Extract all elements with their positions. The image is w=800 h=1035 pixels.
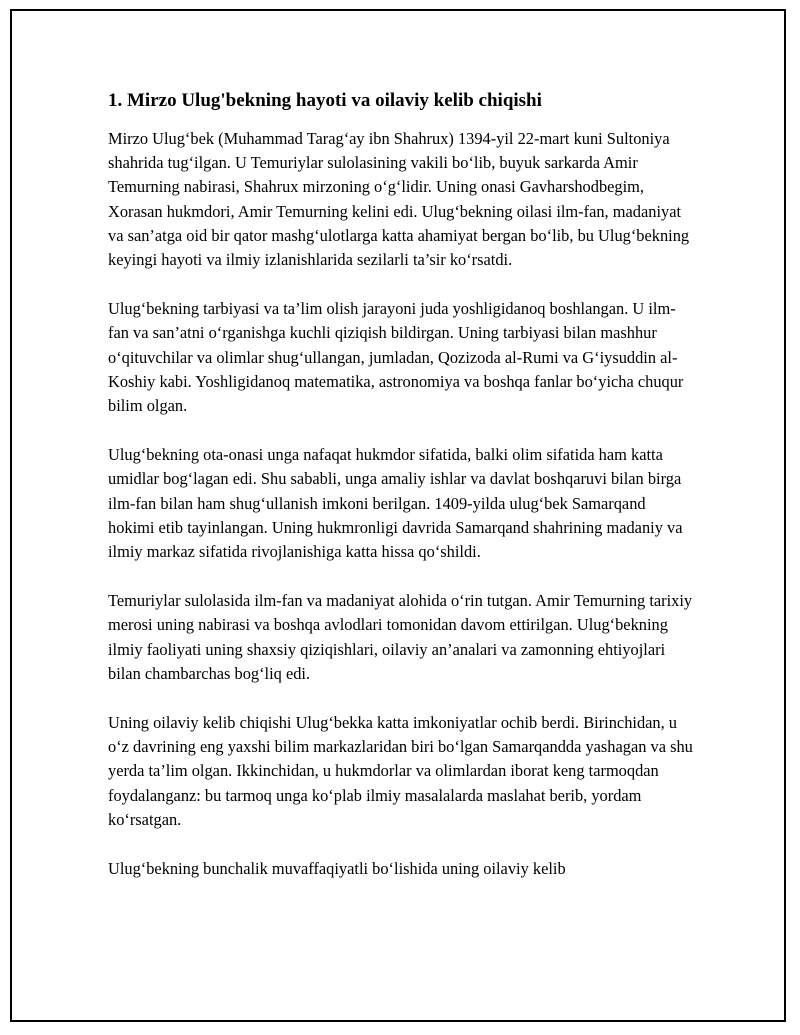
section-heading: 1. Mirzo Ulug'bekning hayoti va oilaviy kelib chiqishi bbox=[108, 90, 542, 111]
paragraph-education: Ulug‘bekning tarbiyasi va ta’lim olish jarayoni juda yoshligidanoq boshlangan. U ilm-fan va san’atni o‘rganishga kuchli qiziqish bildirgan. Uning tarbiyasi bilan mashhur o‘qituvchilar va olimlar shug‘ullangan, jumladan, Qozizoda al-Rumi va G‘iysuddin al-Koshiy kabi. Yoshligidanoq matematika, astronomiya va boshqa fanlar bo‘yicha chuqur bilim olgan. bbox=[108, 299, 684, 416]
paragraph-timurid-dynasty: Temuriylar sulolasida ilm-fan va madaniyat alohida o‘rin tutgan. Amir Temurning tarixiy merosi uning nabirasi va boshqa avlodlari tomonidan davom ettirilgan. Ulug‘bekning ilmiy faoliyati uning shaxsiy qiziqishlari, oilaviy an’analari va zamonning ehtiyojlari bilan chambarchas bog‘liq edi. bbox=[108, 591, 693, 683]
document-body bbox=[108, 88, 693, 906]
paragraph-parents-expectations: Ulug‘bekning ota-onasi unga nafaqat hukmdor sifatida, balki olim sifatida ham katta umidlar bog‘lagan edi. Shu sababli, unga amaliy ishlar va davlat boshqaruvi bilan birga ilm-fan bilan ham shug‘ullanish imkoni berilgan. 1409-yilda ulug‘bek Samarqand hokimi etib tayinlangan. Uning hukmronligi davrida Samarqand shahrining madaniy va ilmiy markaz sifatida rivojlanishiga katta hissa qo‘shildi. bbox=[108, 445, 683, 562]
paragraph-success-truncated: Ulug‘bekning bunchalik muvaffaqiyatli bo‘lishida uning oilaviy kelib bbox=[108, 859, 566, 879]
paragraph-birth: Mirzo Ulug‘bek (Muhammad Tarag‘ay ibn Shahrux) 1394-yil 22-mart kuni Sultoniya shahrida tug‘ilgan. U Temuriylar sulolasining vakili bo‘lib, buyuk sarkarda Amir Temurning nabirasi, Shahrux mirzoning o‘g‘lidir. Uning onasi Gavharshodbegim, Xorasan hukmdori, Amir Temurning kelini edi. Ulug‘bekning oilasi ilm-fan, madaniyat va san’atga oid bir qator mashg‘ulotlarga katta ahamiyat bergan bo‘lib, bu Ulug‘bekning keyingi hayoti va ilmiy izlanishlarida sezilarli ta’sir ko‘rsatdi. bbox=[108, 129, 690, 270]
paragraph-family-opportunities: Uning oilaviy kelib chiqishi Ulug‘bekka katta imkoniyatlar ochib berdi. Birinchidan, u o‘z davrining eng yaxshi bilim markazlaridan biri bo‘lgan Samarqandda yashagan va shu yerda ta’lim olgan. Ikkinchidan, u hukmdorlar va olimlardan iborat keng tarmoqdan foydalanganz: bu tarmoq unga ko‘plab ilmiy masalalarda maslahat berib, yordam ko‘rsatgan. bbox=[108, 713, 693, 829]
